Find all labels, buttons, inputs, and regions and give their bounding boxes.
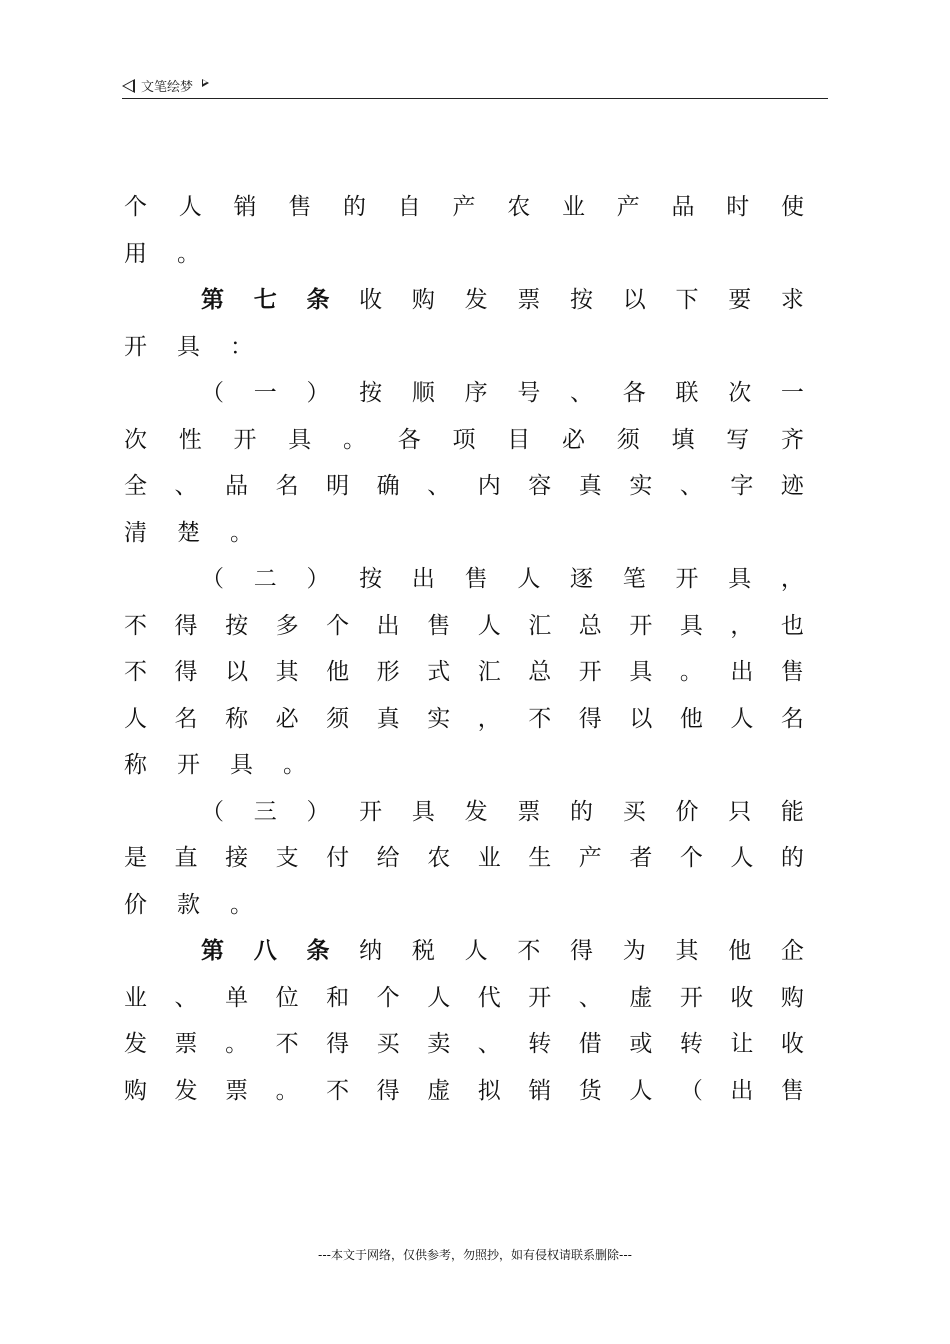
text-char: 。 (275, 1077, 299, 1104)
text-char: 序 (464, 380, 488, 406)
text-char: 售 (464, 566, 488, 592)
text-char: 买 (376, 1031, 400, 1057)
text-char: 生 (528, 845, 552, 871)
text-char: 货 (578, 1077, 602, 1104)
text-char: 人 (464, 938, 488, 964)
text-char: 开 (233, 426, 257, 453)
text-char: 出 (730, 1077, 754, 1104)
text-char: ： (230, 333, 253, 360)
text-line (124, 417, 804, 464)
article-heading-char: 条 (306, 937, 330, 964)
text-char: 一 (253, 380, 277, 406)
text-char: 具 (177, 333, 200, 360)
text-char: 名 (275, 473, 299, 499)
document-body (124, 184, 804, 1114)
text-char: 开 (528, 984, 552, 1011)
text-char: 名 (780, 705, 804, 732)
text-char: 多 (275, 612, 299, 639)
text-char: 填 (671, 426, 695, 453)
text-line (124, 649, 804, 696)
text-char: 真 (578, 473, 602, 499)
text-char: 出 (411, 566, 435, 592)
header-brand (122, 76, 209, 95)
text-char: 人 (517, 566, 541, 592)
text-char: 具 (629, 659, 653, 685)
text-char: ） (306, 798, 330, 825)
text-line (124, 277, 804, 324)
text-char: ） (306, 380, 330, 406)
text-char: 用 (124, 240, 147, 267)
text-char: 各 (397, 426, 421, 453)
text-char: 。 (225, 1031, 249, 1057)
text-char: 开 (629, 612, 653, 639)
text-char: 具 (230, 752, 253, 778)
page-header (122, 72, 828, 99)
text-line (124, 463, 804, 510)
text-char: 他 (728, 938, 752, 964)
text-char: 自 (397, 194, 421, 220)
text-char: 位 (275, 984, 299, 1011)
text-char: 票 (174, 1031, 198, 1057)
text-char: 汇 (528, 612, 552, 639)
text-char: 和 (326, 984, 350, 1011)
text-char: 三 (253, 798, 277, 825)
text-char: 产 (616, 194, 640, 220)
text-line (124, 742, 804, 789)
text-char: 、 (174, 984, 198, 1011)
left-triangle-icon (122, 79, 135, 93)
text-char: 求 (780, 287, 804, 313)
text-char: 品 (671, 194, 695, 220)
text-line (124, 1068, 804, 1115)
text-char: 具 (679, 612, 703, 639)
text-char: 。 (230, 891, 253, 918)
header-title: 文笔绘梦 (141, 80, 194, 95)
text-char: 直 (174, 845, 198, 871)
text-char: 形 (376, 659, 400, 685)
text-char: 具 (728, 566, 752, 592)
text-char: 、 (679, 473, 703, 499)
text-char: 他 (326, 659, 350, 685)
text-char: 内 (477, 473, 501, 499)
text-char: 发 (124, 1031, 147, 1057)
article-heading-char: 第 (201, 937, 224, 964)
text-char: 必 (562, 426, 585, 453)
text-char: 须 (616, 426, 640, 453)
text-char: 真 (376, 705, 400, 732)
text-char: ， (730, 612, 754, 639)
text-char: 确 (376, 473, 400, 499)
text-char: 让 (730, 1031, 754, 1057)
text-char: 开 (675, 566, 699, 592)
text-char: 产 (578, 845, 602, 871)
text-char: 按 (359, 566, 383, 592)
text-char: 售 (288, 194, 312, 220)
text-char: 发 (464, 798, 488, 825)
text-char: 发 (464, 287, 488, 313)
text-char: 者 (629, 845, 653, 871)
text-char: 得 (174, 659, 198, 685)
text-char: 不 (124, 612, 147, 639)
text-char: 售 (427, 612, 451, 639)
text-char: 开 (177, 752, 200, 778)
text-char: 按 (225, 612, 249, 639)
text-char: 总 (528, 659, 552, 685)
footer-disclaimer: ---本文于网络，仅供参考，勿照抄，如有侵权请联系删除--- (318, 1248, 632, 1262)
text-char: 不 (275, 1031, 299, 1057)
text-char: 写 (726, 426, 750, 453)
right-triangle-icon (202, 79, 209, 87)
text-char: 也 (780, 612, 804, 639)
text-line (124, 789, 804, 836)
text-char: 转 (528, 1031, 552, 1057)
text-char: 二 (253, 566, 277, 592)
text-char: 农 (427, 845, 451, 871)
text-char: 目 (507, 426, 531, 453)
text-char: 明 (326, 473, 350, 499)
text-char: 售 (780, 659, 804, 685)
text-char: 使 (781, 194, 804, 220)
text-char: 支 (275, 845, 299, 871)
text-char: 接 (225, 845, 249, 871)
text-char: 买 (622, 798, 646, 825)
text-char: 顺 (411, 380, 435, 406)
text-char: 品 (225, 473, 249, 499)
text-char: 得 (326, 1031, 350, 1057)
text-char: 字 (730, 473, 754, 499)
text-char: 汇 (477, 659, 501, 685)
text-char: 式 (427, 659, 451, 685)
text-char: 号 (517, 380, 541, 406)
text-char: 下 (675, 287, 699, 313)
text-char: 以 (225, 659, 249, 685)
text-char: 给 (376, 845, 400, 871)
text-char: 、 (427, 473, 451, 499)
text-char: 购 (124, 1077, 147, 1104)
text-char: 不 (326, 1077, 350, 1104)
text-char: 、 (477, 1031, 501, 1057)
text-char: 其 (275, 659, 299, 685)
text-char: 楚 (177, 519, 200, 546)
article-heading-char: 七 (253, 286, 277, 313)
text-char: 称 (225, 705, 249, 732)
text-char: 产 (452, 194, 476, 220)
text-char: 开 (359, 798, 383, 825)
text-char: 卖 (427, 1031, 451, 1057)
text-line (124, 928, 804, 975)
text-char: 销 (528, 1077, 552, 1104)
text-char: 容 (528, 473, 552, 499)
text-char: 业 (124, 984, 147, 1011)
text-char: 付 (326, 845, 350, 871)
text-char: 得 (376, 1077, 400, 1104)
text-char: 业 (562, 194, 585, 220)
text-char: ） (306, 566, 330, 592)
text-char: 按 (570, 287, 594, 313)
text-char: 只 (728, 798, 752, 825)
text-char: ， (780, 566, 804, 592)
text-char: 价 (675, 798, 699, 825)
text-char: 虚 (629, 984, 653, 1011)
text-char: 的 (780, 845, 804, 871)
text-char: （ (679, 1077, 703, 1104)
text-char: 笔 (622, 566, 646, 592)
text-char: 拟 (477, 1077, 501, 1104)
text-char: 。 (679, 659, 703, 685)
text-char: 虚 (427, 1077, 451, 1104)
text-char: 得 (570, 938, 594, 964)
text-char: 购 (780, 984, 804, 1011)
text-char: 名 (174, 705, 198, 732)
text-char: 出 (376, 612, 400, 639)
text-char: 价 (124, 891, 147, 918)
text-char: 称 (124, 752, 147, 778)
text-line (124, 556, 804, 603)
text-char: 以 (622, 287, 646, 313)
text-char: 齐 (781, 426, 804, 453)
text-char: 开 (578, 659, 602, 685)
text-char: 售 (780, 1077, 804, 1104)
text-char: 票 (225, 1077, 249, 1104)
text-char: 开 (679, 984, 703, 1011)
text-char: 的 (570, 798, 594, 825)
text-char: ， (477, 705, 501, 732)
text-char: 不 (528, 705, 552, 732)
text-char: 次 (124, 426, 147, 453)
text-char: 人 (477, 612, 501, 639)
text-char: 的 (343, 194, 366, 220)
text-char: 全 (124, 473, 147, 499)
text-char: 得 (174, 612, 198, 639)
text-char: 人 (730, 705, 754, 732)
text-char: 不 (517, 938, 541, 964)
text-char: 个 (326, 612, 350, 639)
text-char: 个 (124, 194, 147, 220)
text-char: 个 (679, 845, 703, 871)
text-char: 实 (629, 473, 653, 499)
text-char: 纳 (359, 938, 383, 964)
text-char: 时 (726, 194, 750, 220)
text-char: 。 (230, 519, 253, 546)
text-char: 收 (359, 287, 383, 313)
text-char: 票 (517, 798, 541, 825)
text-char: 借 (578, 1031, 602, 1057)
text-char: 个 (376, 984, 400, 1011)
text-char: 农 (507, 194, 531, 220)
text-char: 性 (178, 426, 202, 453)
text-line (124, 696, 804, 743)
text-char: 。 (177, 240, 200, 267)
text-char: 企 (780, 938, 804, 964)
text-char: 票 (517, 287, 541, 313)
text-char: 、 (578, 984, 602, 1011)
text-char: 必 (275, 705, 299, 732)
text-char: 清 (124, 519, 147, 546)
text-char: 业 (477, 845, 501, 871)
article-heading-char: 八 (253, 937, 277, 964)
text-char: 收 (730, 984, 754, 1011)
text-char: 税 (411, 938, 435, 964)
text-char: 收 (780, 1031, 804, 1057)
text-char: 发 (174, 1077, 198, 1104)
text-char: 、 (174, 473, 198, 499)
text-line (124, 184, 804, 231)
text-char: 以 (629, 705, 653, 732)
text-char: 要 (728, 287, 752, 313)
text-char: 出 (730, 659, 754, 685)
text-char: 能 (780, 798, 804, 825)
text-char: 。 (283, 752, 306, 778)
text-line (124, 231, 804, 278)
text-char: 总 (578, 612, 602, 639)
text-char: 为 (622, 938, 646, 964)
text-char: （ (201, 566, 224, 592)
text-char: 单 (225, 984, 249, 1011)
text-char: 人 (427, 984, 451, 1011)
article-heading-char: 条 (306, 286, 330, 313)
text-char: 人 (629, 1077, 653, 1104)
text-char: 购 (411, 287, 435, 313)
text-line (124, 1021, 804, 1068)
text-char: 迹 (780, 473, 804, 499)
text-char: 一 (780, 380, 804, 406)
text-char: 转 (679, 1031, 703, 1057)
text-char: 销 (233, 194, 257, 220)
text-char: 项 (452, 426, 476, 453)
text-char: 人 (178, 194, 202, 220)
text-char: 或 (629, 1031, 653, 1057)
text-line (124, 370, 804, 417)
text-char: 。 (343, 426, 366, 453)
text-char: 各 (622, 380, 646, 406)
text-line (124, 510, 804, 557)
text-line (124, 975, 804, 1022)
text-char: （ (201, 380, 224, 406)
text-char: 人 (730, 845, 754, 871)
text-char: 具 (288, 426, 312, 453)
text-char: 、 (570, 380, 594, 406)
text-char: 按 (359, 380, 383, 406)
text-char: 他 (679, 705, 703, 732)
text-char: （ (201, 798, 224, 825)
text-char: 次 (728, 380, 752, 406)
text-char: 实 (427, 705, 451, 732)
text-char: 款 (177, 891, 200, 918)
article-heading-char: 第 (201, 286, 224, 313)
text-line (124, 835, 804, 882)
text-char: 具 (411, 798, 435, 825)
text-char: 逐 (570, 566, 594, 592)
text-line (124, 603, 804, 650)
text-line (124, 882, 804, 929)
text-char: 开 (124, 333, 147, 360)
text-char: 是 (124, 845, 147, 871)
text-char: 联 (675, 380, 699, 406)
text-char: 代 (477, 984, 501, 1011)
text-char: 得 (578, 705, 602, 732)
text-char: 不 (124, 659, 147, 685)
text-char: 其 (675, 938, 699, 964)
text-char: 人 (124, 705, 147, 732)
text-char: 须 (326, 705, 350, 732)
text-line (124, 324, 804, 371)
